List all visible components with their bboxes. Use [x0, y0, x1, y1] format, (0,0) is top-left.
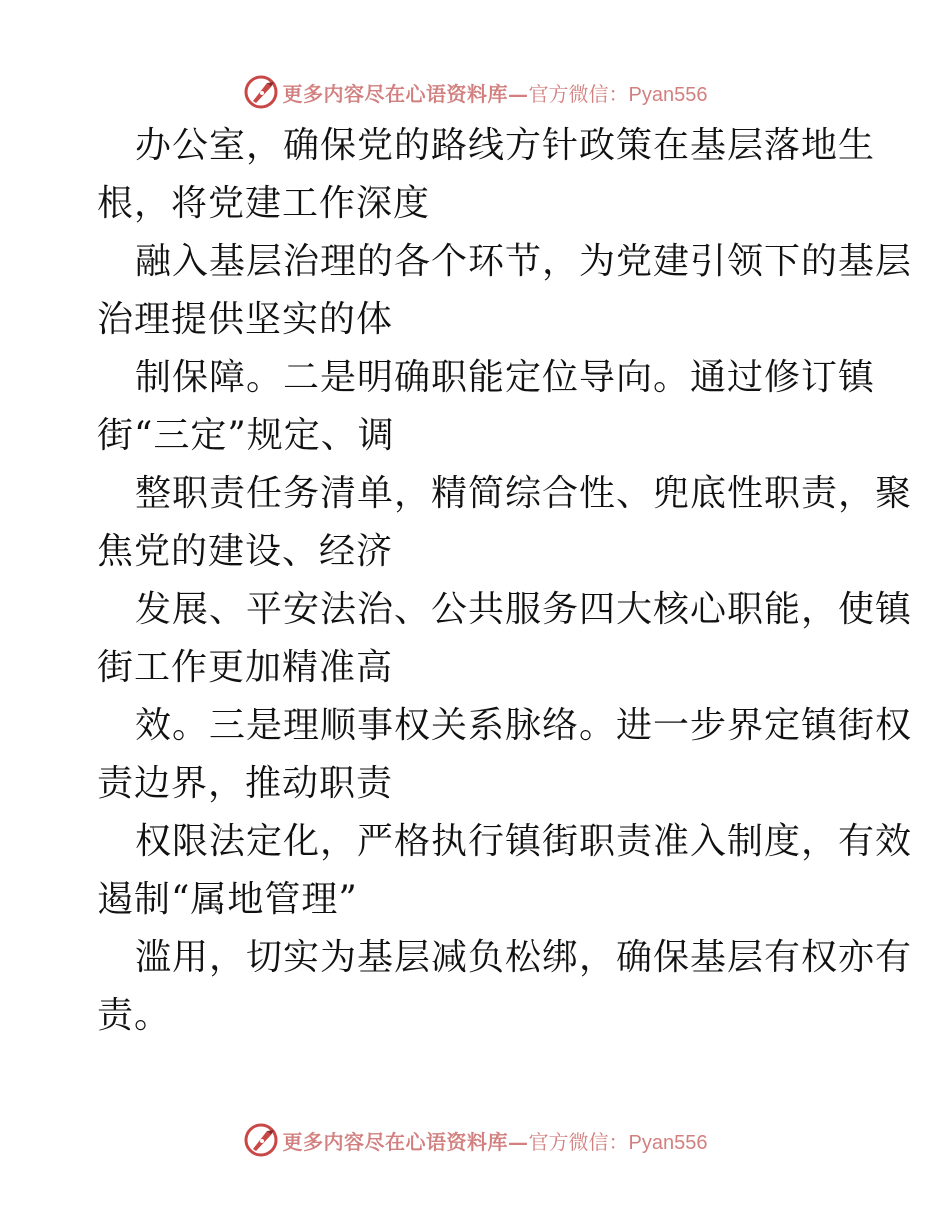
text-line: 办公室，确保党的路线方针政策在基层落地生 [135, 125, 876, 166]
text-line: 融入基层治理的各个环节，为党建引领下的基层 [135, 241, 913, 282]
text-line: 遏制“属地管理” [97, 879, 358, 920]
footer-watermark-banner [0, 1120, 950, 1160]
header-banner-text: 更多内容尽在心语资料库— [282, 81, 529, 106]
text-line: 整职责任务清单，精简综合性、兜底性职责，聚 [135, 473, 913, 514]
text-line: 责边界，推动职责 [97, 763, 394, 804]
text-line: 街工作更加精准高 [97, 647, 394, 688]
document-body [97, 117, 913, 1045]
text-line: 效。三是理顺事权关系脉络。进一步界定镇街权 [135, 705, 913, 746]
header-banner-contact: 官方微信：Pyan556 [528, 83, 708, 106]
text-line: 街“三定”规定、调 [97, 415, 395, 456]
pen-nib-logo-icon [243, 74, 279, 110]
footer-banner-contact: 官方微信：Pyan556 [528, 1131, 708, 1154]
text-line: 责。 [97, 995, 172, 1036]
footer-banner-text: 更多内容尽在心语资料库— [282, 1129, 529, 1154]
text-line: 治理提供坚实的体 [97, 299, 394, 340]
pen-nib-logo-icon [243, 1122, 279, 1158]
text-line: 权限法定化，严格执行镇街职责准入制度，有效 [135, 821, 913, 862]
header-watermark-banner [0, 72, 950, 112]
text-line: 发展、平安法治、公共服务四大核心职能，使镇 [135, 589, 913, 630]
text-line: 焦党的建设、经济 [97, 531, 394, 572]
text-line: 根，将党建工作深度 [97, 183, 431, 224]
text-line: 制保障。二是明确职能定位导向。通过修订镇 [135, 357, 876, 398]
text-line: 滥用，切实为基层减负松绑，确保基层有权亦有 [135, 937, 913, 978]
